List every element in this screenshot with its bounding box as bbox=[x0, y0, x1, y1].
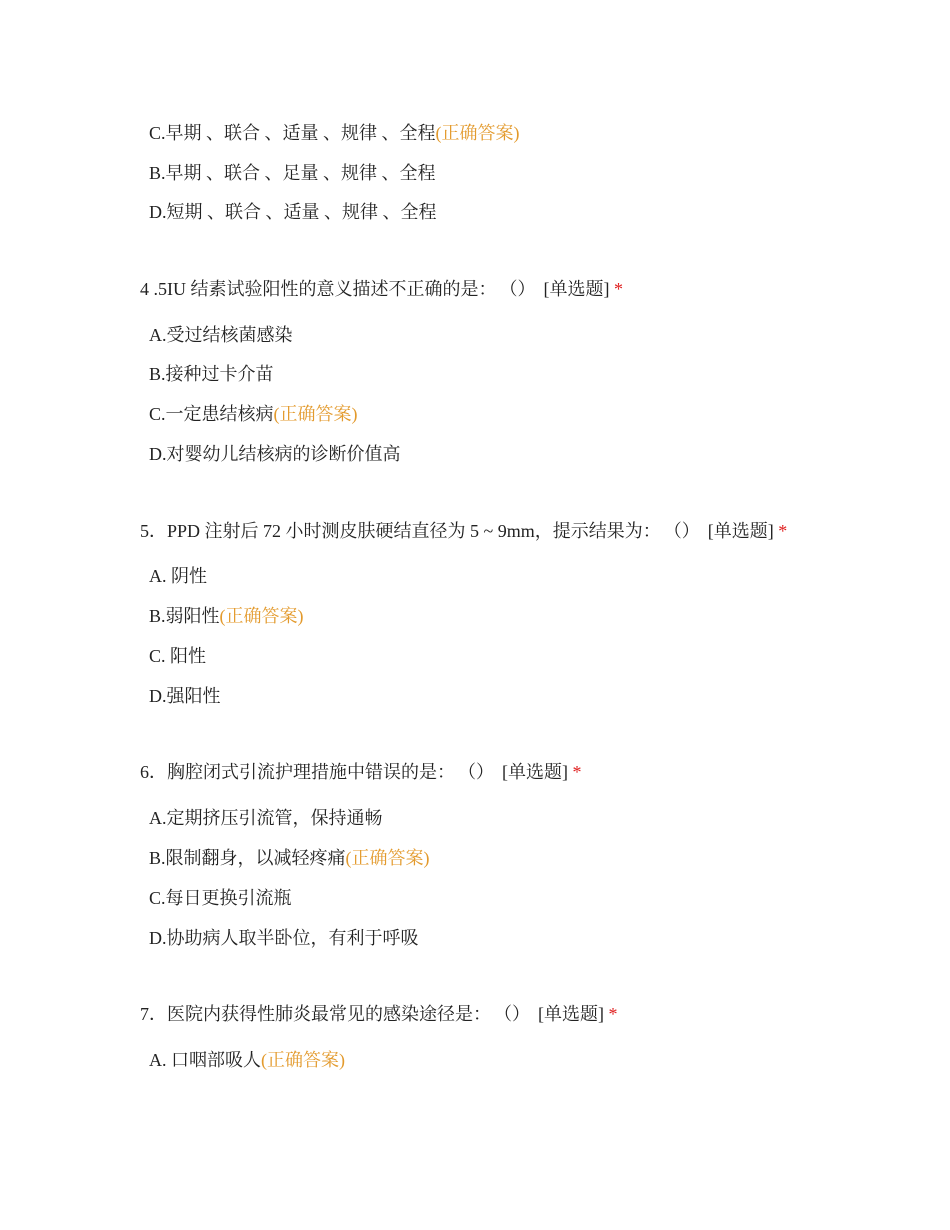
question-5-title bbox=[140, 519, 787, 543]
correct-answer-tag: (正确答案) bbox=[345, 848, 430, 868]
q6-option-b bbox=[149, 846, 430, 870]
question-6-title bbox=[140, 760, 582, 784]
question-4-title bbox=[140, 277, 623, 301]
required-star: * bbox=[572, 762, 582, 782]
option-text: A.受过结核菌感染 bbox=[149, 325, 293, 345]
required-star: * bbox=[608, 1004, 618, 1024]
q3-option-c bbox=[149, 121, 520, 145]
option-text: A. 口咽部吸人 bbox=[149, 1050, 261, 1070]
question-7-title bbox=[140, 1002, 618, 1026]
option-text: C.一定患结核病 bbox=[149, 404, 274, 424]
q4-option-c bbox=[149, 402, 358, 426]
correct-answer-tag: (正确答案) bbox=[435, 123, 520, 143]
q3-option-d bbox=[149, 200, 437, 224]
q7-option-a bbox=[149, 1048, 345, 1072]
q5-option-d bbox=[149, 684, 221, 708]
q5-option-b bbox=[149, 604, 304, 628]
option-text: B.限制翻身，以减轻疼痛 bbox=[149, 848, 346, 868]
correct-answer-tag: (正确答案) bbox=[273, 404, 358, 424]
option-text: B.弱阳性 bbox=[149, 606, 220, 626]
question-blank: （） bbox=[467, 762, 494, 782]
question-type-label: [单选题] bbox=[707, 521, 774, 541]
question-type-label: [单选题] bbox=[538, 1004, 604, 1024]
q6-option-d bbox=[149, 926, 419, 950]
option-text: A.定期挤压引流管，保持通畅 bbox=[149, 808, 383, 828]
question-type-label: [单选题] bbox=[502, 762, 568, 782]
correct-answer-tag: (正确答案) bbox=[219, 606, 304, 626]
q4-option-b bbox=[149, 362, 274, 386]
option-text: C.每日更换引流瓶 bbox=[149, 888, 292, 908]
required-star: * bbox=[614, 279, 623, 299]
option-text: B.早期 、联合 、足量 、规律 、全程 bbox=[149, 163, 436, 183]
option-text: D.强阳性 bbox=[149, 686, 221, 706]
required-star: * bbox=[778, 521, 788, 541]
option-text: D.对婴幼儿结核病的诊断价值高 bbox=[149, 444, 401, 464]
q3-option-b bbox=[149, 161, 436, 185]
question-type-label: [单选题] bbox=[543, 279, 610, 299]
q5-option-a bbox=[149, 564, 207, 588]
question-text: 7．医院内获得性肺炎最常见的感染途径是： bbox=[140, 1004, 491, 1024]
q4-option-a bbox=[149, 323, 293, 347]
question-blank: （） bbox=[672, 521, 700, 541]
question-blank: （） bbox=[503, 1004, 530, 1024]
q6-option-a bbox=[149, 806, 383, 830]
option-text: C.早期 、联合 、适量 、规律 、全程 bbox=[149, 123, 436, 143]
option-text: A. 阴性 bbox=[149, 566, 207, 586]
correct-answer-tag: (正确答案) bbox=[261, 1050, 345, 1070]
question-text: 5．PPD 注射后 72 小时测皮肤硬结直径为 5 ~ 9mm，提示结果为： bbox=[140, 521, 661, 541]
q6-option-c bbox=[149, 886, 292, 910]
q4-option-d bbox=[149, 442, 401, 466]
question-text: 6．胸腔闭式引流护理措施中错误的是： bbox=[140, 762, 455, 782]
option-text: B.接种过卡介苗 bbox=[149, 364, 274, 384]
option-text: C. 阳性 bbox=[149, 646, 207, 666]
option-text: D.协助病人取半卧位，有利于呼吸 bbox=[149, 928, 419, 948]
question-blank: （） bbox=[508, 279, 536, 299]
question-text: 4 .5IU 结素试验阳性的意义描述不正确的是： bbox=[140, 279, 497, 299]
q5-option-c bbox=[149, 644, 206, 668]
option-text: D.短期 、联合 、适量 、规律 、全程 bbox=[149, 202, 437, 222]
